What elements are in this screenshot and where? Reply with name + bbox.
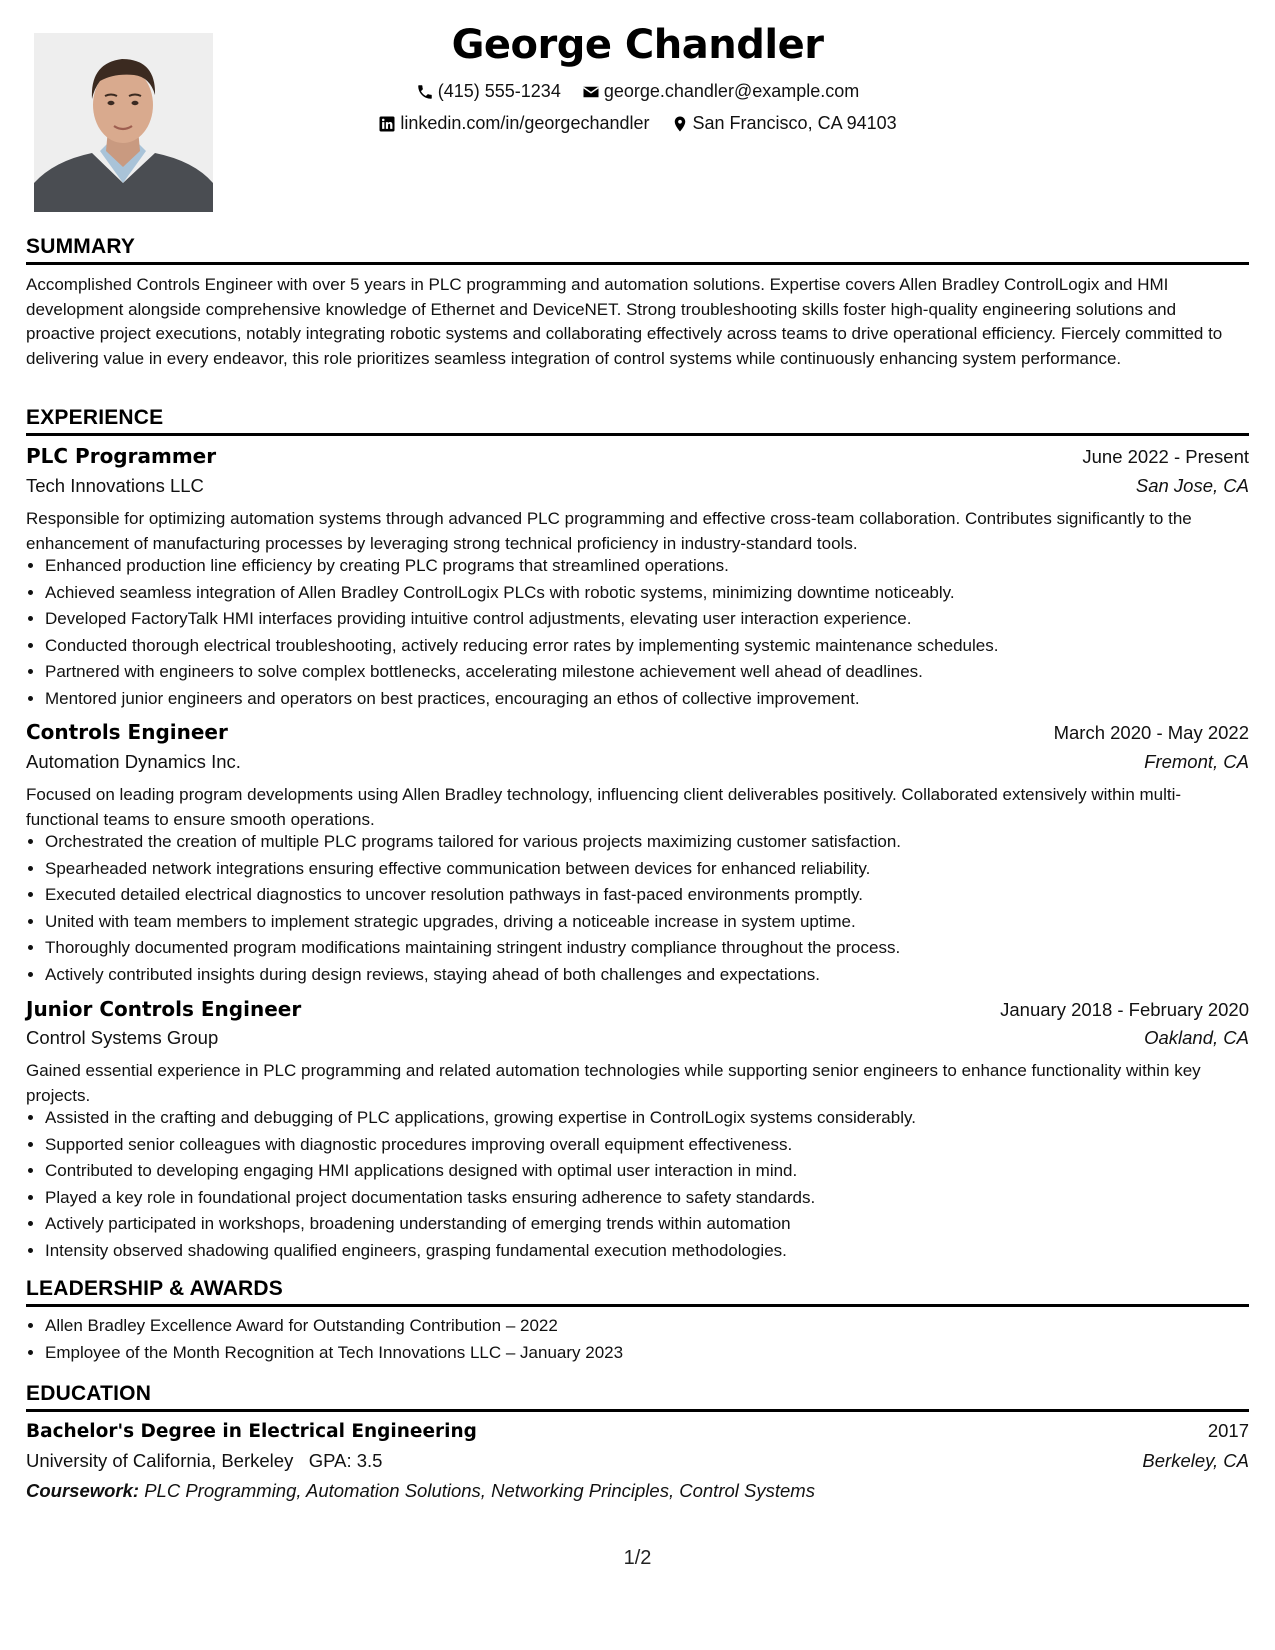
list-item: • Intensity observed shadowing qualified engineers, grasping fundamental execution methodologies. [45, 1238, 1268, 1265]
phone-icon [416, 83, 434, 101]
list-item: • Spearheaded network integrations ensuring effective communication between devices for enhanced reliability. [45, 856, 1268, 883]
school-info [26, 1450, 382, 1472]
map-pin-icon [671, 115, 689, 133]
gpa: GPA: 3.5 [308, 1450, 383, 1471]
job-title: PLC Programmer [26, 444, 217, 468]
education-header [26, 1420, 1249, 1442]
job-subheader [26, 751, 1249, 773]
job-bullets [26, 553, 1268, 712]
job-header [26, 720, 1249, 744]
job-dates: June 2022 - Present [1082, 446, 1249, 467]
list-item: • Played a key role in foundational project documentation tasks ensuring adherence to safety standards. [45, 1185, 1268, 1212]
job-subheader [26, 475, 1249, 497]
list-item: • Employee of the Month Recognition at Tech Innovations LLC – January 2023 [45, 1340, 1268, 1367]
list-item: • Actively participated in workshops, broadening understanding of emerging trends within automation [45, 1211, 1268, 1238]
list-item: • Enhanced production line efficiency by creating PLC programs that streamlined operations. [45, 553, 1268, 580]
job-company: Control Systems Group [26, 1027, 219, 1048]
job-dates: January 2018 - February 2020 [1000, 999, 1249, 1020]
school-location: Berkeley, CA [1142, 1450, 1249, 1471]
contact-line-1 [0, 81, 1275, 106]
job-dates: March 2020 - May 2022 [1053, 722, 1249, 743]
job-bullets [26, 829, 1268, 988]
phone-text: (415) 555-1234 [437, 81, 561, 101]
coursework-list: PLC Programming, Automation Solutions, Networking Principles, Control Systems [144, 1480, 815, 1501]
phone-contact[interactable] [416, 81, 561, 102]
list-item: • Mentored junior engineers and operators on best practices, encouraging an ethos of collective improvement. [45, 686, 1268, 713]
contact-line-2 [0, 113, 1275, 138]
list-item: • Supported senior colleagues with diagnostic procedures improving overall equipment effectiveness. [45, 1132, 1268, 1159]
degree-title: Bachelor's Degree in Electrical Engineering [26, 1421, 477, 1442]
email-text: george.chandler@example.com [603, 81, 860, 101]
list-item: • Contributed to developing engaging HMI applications designed with optimal user interaction in mind. [45, 1158, 1268, 1185]
candidate-name: George Chandler [451, 22, 824, 68]
coursework-label: Coursework: [26, 1480, 140, 1501]
job-header [26, 444, 1249, 468]
education-heading: EDUCATION [26, 1382, 1249, 1412]
job-description: Responsible for optimizing automation systems through advanced PLC programming and effective cross-team collaboration. Contributes significantly to the enhancement of manufacturing processes by leveraging strong technical proficiency in industry-standard tools. [26, 509, 1192, 553]
education-subheader [26, 1450, 1249, 1472]
job-location: San Jose, CA [1135, 475, 1249, 496]
email-contact[interactable] [582, 81, 859, 102]
job-location: Oakland, CA [1144, 1027, 1249, 1048]
list-item: • Executed detailed electrical diagnostics to uncover resolution pathways in fast-paced environments promptly. [45, 882, 1268, 909]
linkedin-contact[interactable] [378, 113, 649, 134]
list-item: • Partnered with engineers to solve complex bottlenecks, accelerating milestone achievement well ahead of deadlines. [45, 659, 1268, 686]
list-item: • Assisted in the crafting and debugging of PLC applications, growing expertise in ControlLogix systems considerably. [45, 1105, 1268, 1132]
job-subheader [26, 1027, 1249, 1049]
job-bullets [26, 1105, 1268, 1264]
page-number: 1/2 [623, 1547, 652, 1569]
list-item: • Achieved seamless integration of Allen Bradley ControlLogix PLCs with robotic systems, minimizing downtime noticeably. [45, 580, 1268, 607]
job-company: Automation Dynamics Inc. [26, 751, 241, 772]
awards-heading: LEADERSHIP & AWARDS [26, 1277, 1249, 1307]
location-contact [671, 113, 897, 134]
graduation-year: 2017 [1207, 1420, 1249, 1441]
linkedin-text: linkedin.com/in/georgechandler [400, 113, 650, 133]
awards-list [26, 1313, 1268, 1366]
job-company: Tech Innovations LLC [26, 475, 204, 496]
list-item: • Orchestrated the creation of multiple PLC programs tailored for various projects maximizing customer satisfaction. [45, 829, 1268, 856]
location-text: San Francisco, CA 94103 [692, 113, 897, 133]
job-description: Focused on leading program developments using Allen Bradley technology, influencing client deliverables positively. Collaborated extensively within multi-functional teams to ensure smooth operations. [26, 785, 1182, 829]
list-item: • Allen Bradley Excellence Award for Outstanding Contribution – 2022 [45, 1313, 1268, 1340]
summary-text: Accomplished Controls Engineer with over 5 years in PLC programming and automation solutions. Expertise covers Allen Bradley ControlLogix and HMI development alongside comprehensive knowledge of Ethernet and DeviceNET. Strong troubleshooting skills foster high-quality engineering solutions and proactive project executions, notably integrating robotic systems and collaborating effectively across teams to drive operational efficiency. Fiercely committed to delivering value in every endeavor, this role prioritizes seamless integration of control systems while continuously enhancing system performance. [26, 275, 1223, 368]
list-item: • Actively contributed insights during design reviews, staying ahead of both challenges and expectations. [45, 962, 1268, 989]
job-location: Fremont, CA [1144, 751, 1249, 772]
linkedin-icon [378, 115, 396, 133]
experience-heading: EXPERIENCE [26, 406, 1249, 436]
list-item: • Thoroughly documented program modifications maintaining stringent industry compliance throughout the process. [45, 935, 1268, 962]
job-header [26, 997, 1249, 1021]
envelope-icon [582, 83, 600, 101]
job-title: Junior Controls Engineer [26, 997, 302, 1021]
coursework [26, 1480, 815, 1502]
list-item: • Developed FactoryTalk HMI interfaces providing intuitive control adjustments, elevating user interaction experience. [45, 606, 1268, 633]
summary-heading: SUMMARY [26, 235, 1249, 265]
job-description: Gained essential experience in PLC programming and related automation technologies while supporting senior engineers to enhance functionality within key projects. [26, 1061, 1201, 1105]
school-name: University of California, Berkeley [26, 1450, 294, 1471]
job-title: Controls Engineer [26, 720, 228, 744]
list-item: • Conducted thorough electrical troubleshooting, actively reducing error rates by implementing systemic maintenance schedules. [45, 633, 1268, 660]
list-item: • United with team members to implement strategic upgrades, driving a noticeable increase in system uptime. [45, 909, 1268, 936]
